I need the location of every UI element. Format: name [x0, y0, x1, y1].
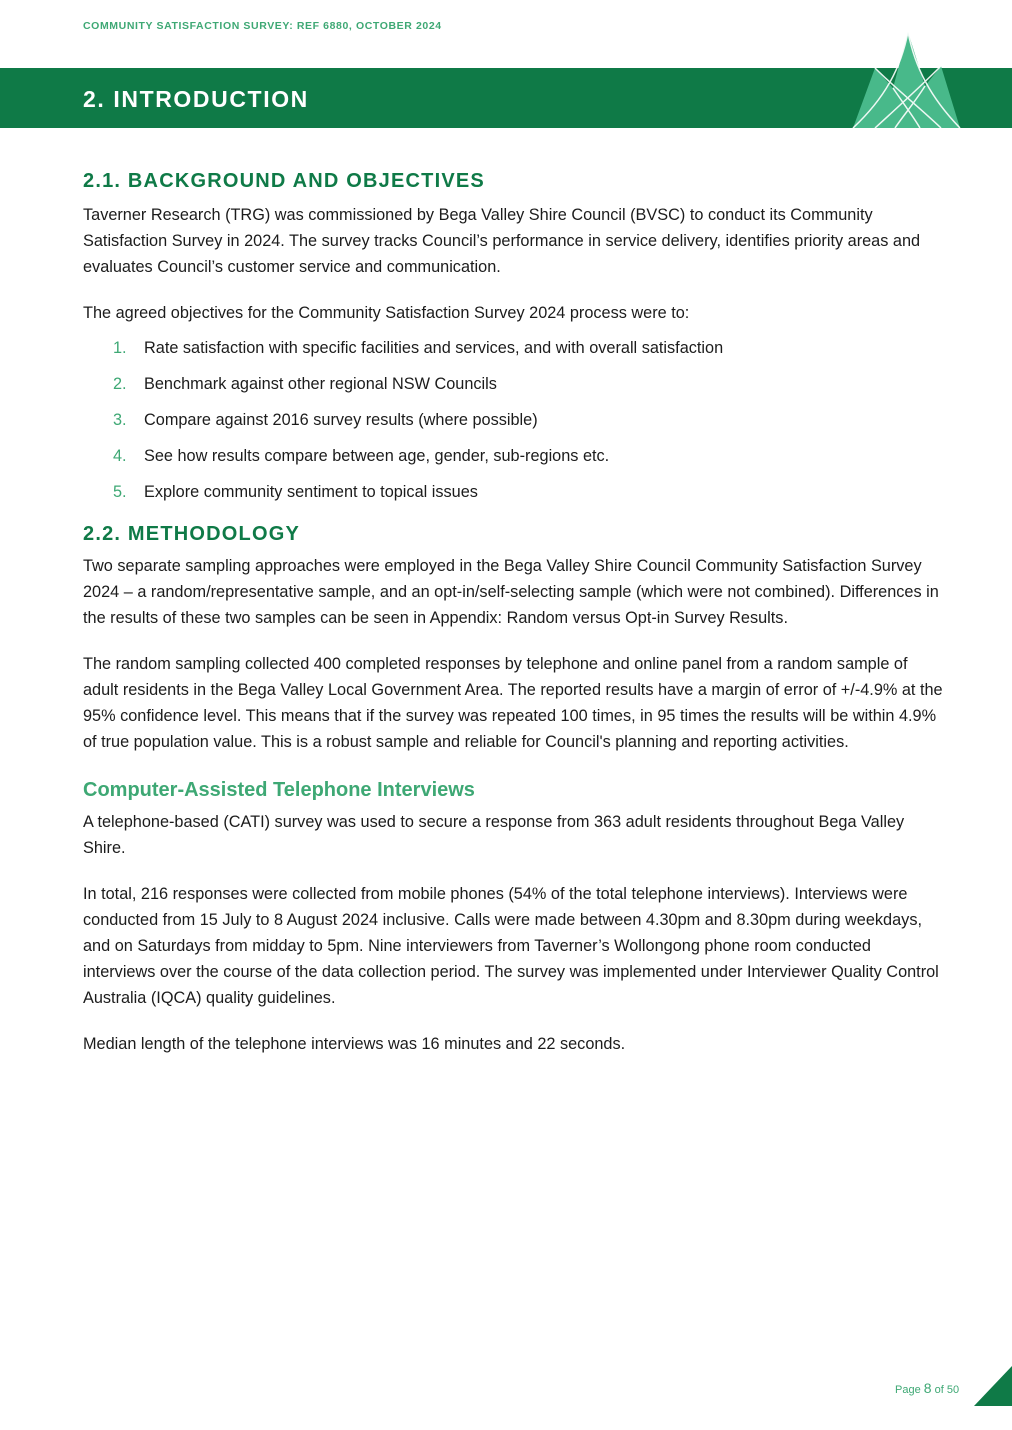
paragraph-objectives-intro: The agreed objectives for the Community Satisfaction Survey 2024 process were to: — [83, 304, 690, 322]
list-item-number: 1. — [113, 339, 127, 357]
list-item — [83, 335, 943, 371]
page-total: of 50 — [934, 1384, 960, 1396]
paragraph-cati-intro: A telephone-based (CATI) survey was used to secure a response from 363 adult residents throughout Bega Valley Shire. — [83, 813, 905, 857]
list-item-number: 2. — [113, 375, 127, 393]
heading-methodology: 2.2. METHODOLOGY — [83, 523, 301, 545]
list-item — [83, 443, 943, 479]
paragraph-cati-median-length: Median length of the telephone interviews was 16 minutes and 22 seconds. — [83, 1035, 626, 1053]
page-prefix: Page — [895, 1384, 921, 1396]
page-content — [83, 170, 943, 1057]
objectives-list — [83, 335, 943, 515]
corner-triangle-icon — [974, 1366, 1012, 1406]
paragraph-methodology-approaches: Two separate sampling approaches were employed in the Bega Valley Shire Council Community Satisfaction Survey 2024 – a random/representative sample, and an opt-in/self-selecting sample (which were not combined). Differences in the results of these two samples can be seen in Appendix: Random versus Opt-in Survey Results. — [83, 557, 939, 627]
paragraph-methodology-random-sampling: The random sampling collected 400 completed responses by telephone and online panel from a random sample of adult residents in the Bega Valley Local Government Area. The reported results have a margin of error of +/-4.9% at the 95% confidence level. This means that if the survey was repeated 100 times, in 95 times the results will be within 4.9% of true population value. This is a robust sample and reliable for Council's planning and reporting activities. — [83, 655, 943, 751]
page-number — [895, 1380, 959, 1396]
list-item — [83, 371, 943, 407]
paragraph-background-intro: Taverner Research (TRG) was commissioned by Bega Valley Shire Council (BVSC) to conduct its Community Satisfaction Survey in 2024. The survey tracks Council’s performance in service delivery, identifies priority areas and evaluates Council’s customer service and communication. — [83, 206, 921, 276]
list-item-text: Explore community sentiment to topical issues — [144, 483, 478, 501]
list-item-text: Compare against 2016 survey results (where possible) — [144, 411, 538, 429]
heading-background-objectives: 2.1. BACKGROUND AND OBJECTIVES — [83, 170, 485, 192]
page-number-value: 8 — [923, 1380, 932, 1396]
heading-cati: Computer-Assisted Telephone Interviews — [83, 779, 475, 801]
running-header: COMMUNITY SATISFACTION SURVEY: REF 6880, OCTOBER 2024 — [83, 20, 442, 32]
list-item-text: See how results compare between age, gender, sub-regions etc. — [144, 447, 610, 465]
list-item-number: 5. — [113, 483, 127, 501]
paragraph-cati-details: In total, 216 responses were collected from mobile phones (54% of the total telephone interviews). Interviews were conducted from 15 July to 8 August 2024 inclusive. Calls were made between 4.30pm and 8.30pm during weekdays, and on Saturdays from midday to 5pm. Nine interviewers from Taverner’s Wollongong phone room conducted interviews over the course of the data collection period. The survey was implemented under Interviewer Quality Control Australia (IQCA) quality guidelines. — [83, 885, 939, 1007]
list-item-number: 3. — [113, 411, 127, 429]
list-item — [83, 479, 943, 515]
list-item-text: Rate satisfaction with specific facilities and services, and with overall satisfaction — [144, 339, 724, 357]
list-item — [83, 407, 943, 443]
banner-title: 2. INTRODUCTION — [83, 86, 309, 112]
leaf-peaks-logo-icon — [845, 28, 965, 130]
list-item-number: 4. — [113, 447, 127, 465]
list-item-text: Benchmark against other regional NSW Councils — [144, 375, 497, 393]
